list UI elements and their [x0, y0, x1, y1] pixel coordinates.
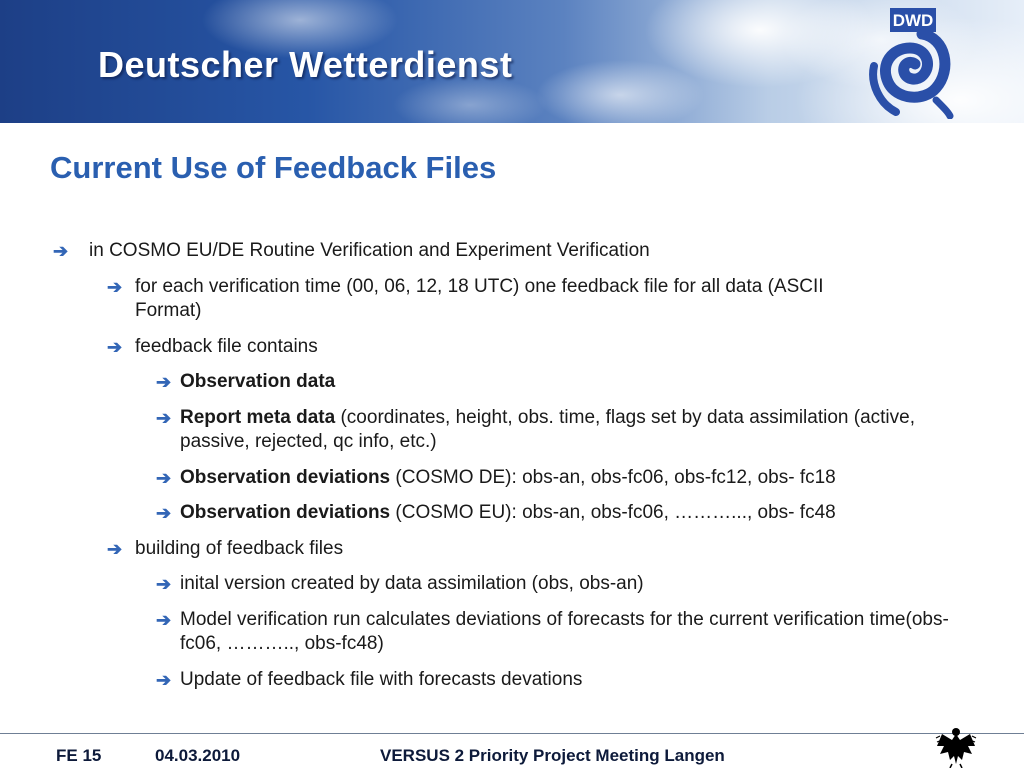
arrow-right-icon: ➔: [156, 610, 172, 630]
footer-meeting: VERSUS 2 Priority Project Meeting Langen: [380, 746, 725, 765]
bullet-level3-initial-version: [156, 572, 980, 596]
arrow-right-icon: ➔: [156, 408, 172, 428]
footer-date: 04.03.2010: [155, 746, 241, 765]
bullet-bold: Report meta data: [180, 407, 336, 428]
bullet-level3-report-meta-data: [156, 406, 980, 454]
slide-title: Current Use of Feedback Files: [50, 150, 497, 185]
bullet-level2-building-feedback: [107, 537, 895, 561]
bullet-level3-update-feedback: [156, 668, 980, 692]
arrow-right-icon: ➔: [107, 337, 123, 357]
bullet-bold: Observation deviations: [180, 467, 391, 488]
bullet-level2-verification-time: [107, 275, 895, 323]
bullet-text: for each verification time (00, 06, 12, 18 UTC) one feedback file for all data (ASCII Format): [135, 276, 824, 321]
bullet-level3-deviations-eu: [156, 501, 980, 525]
bullet-text: (coordinates, height, obs. time, flags set by data assimilation (active, passive, rejected, qc info, etc.): [180, 407, 915, 452]
bullet-text: Model verification run calculates deviations of forecasts for the current verification time(obs-fc06, ……….., obs-fc48): [180, 609, 949, 654]
bullet-text: inital version created by data assimilation (obs, obs-an): [180, 573, 644, 594]
bullet-level3-model-verification: [156, 608, 980, 656]
bullet-level3-observation-data: [156, 370, 980, 394]
footer-divider: [0, 733, 1024, 734]
bullet-level2-feedback-contains: [107, 335, 895, 359]
bullet-text: (COSMO EU): obs-an, obs-fc06, ………..., obs- fc48: [390, 502, 836, 523]
arrow-right-icon: ➔: [156, 372, 172, 392]
bullet-text: Update of feedback file with forecasts devations: [180, 669, 583, 690]
bullet-level3-deviations-de: [156, 466, 980, 490]
header-banner: [0, 0, 1024, 123]
arrow-right-icon: ➔: [107, 277, 123, 297]
bullet-text: in COSMO EU/DE Routine Verification and Experiment Verification: [89, 240, 650, 261]
bullet-text: feedback file contains: [135, 336, 318, 357]
arrow-right-icon: ➔: [156, 670, 172, 690]
dwd-logo: [866, 4, 958, 119]
arrow-right-icon: ➔: [156, 503, 172, 523]
bullet-level1-routine-verification: [53, 239, 969, 263]
bullet-text: building of feedback files: [135, 538, 344, 559]
arrow-right-icon: ➔: [53, 241, 69, 261]
bullet-text: (COSMO DE): obs-an, obs-fc06, obs-fc12, obs- fc18: [390, 467, 836, 488]
arrow-right-icon: ➔: [156, 468, 172, 488]
federal-eagle-icon: [934, 724, 978, 768]
arrow-right-icon: ➔: [107, 539, 123, 559]
footer-slide-number: FE 15: [56, 746, 102, 765]
bullet-bold: Observation data: [180, 371, 336, 392]
arrow-right-icon: ➔: [156, 574, 172, 594]
bullet-bold: Observation deviations: [180, 502, 391, 523]
dwd-logo-text: DWD: [892, 11, 934, 30]
header-title: Deutscher Wetterdienst: [98, 44, 513, 85]
